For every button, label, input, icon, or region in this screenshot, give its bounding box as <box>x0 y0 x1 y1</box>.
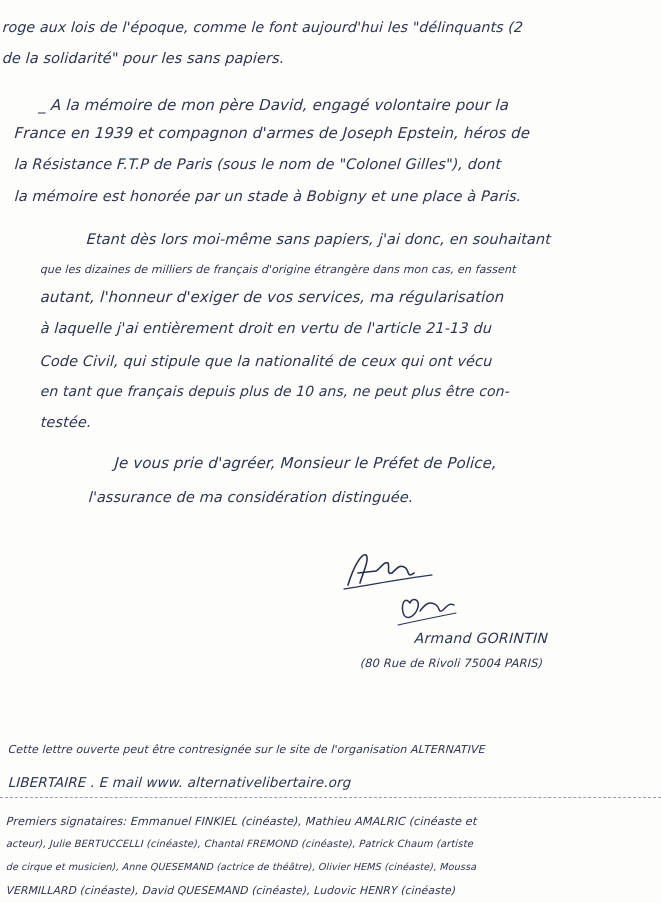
footer-line: LIBERTAIRE . E mail www. alternativelibertaire.org <box>8 775 352 791</box>
signatories-line: Premiers signataires: Emmanuel FINKIEL (cinéaste), Mathieu AMALRIC (cinéaste et <box>6 815 478 828</box>
letter-line: _ A la mémoire de mon père David, engagé volontaire pour la <box>38 96 510 114</box>
letter-line: en tant que français depuis plus de 10 ans, ne peut plus être con- <box>40 384 511 400</box>
signatories-line: VERMILLARD (cinéaste), David QUESEMAND (cinéaste), Ludovic HENRY (cinéaste) <box>6 884 457 897</box>
letter-line: la Résistance F.T.P de Paris (sous le nom de "Colonel Gilles"), dont <box>14 157 502 173</box>
letter-line: testée. <box>40 415 93 431</box>
letter-line: Etant dès lors moi-même sans papiers, j'ai donc, en souhaitant <box>86 232 552 248</box>
footer-line: Cette lettre ouverte peut être contresignée sur le site de l'organisation ALTERNATIVE <box>8 743 487 756</box>
handwritten-signature <box>340 545 460 635</box>
letter-line: Code Civil, qui stipule que la nationalité de ceux qui ont vécu <box>40 354 494 370</box>
signatories-line: acteur), Julie BERTUCCELLI (cinéaste), Chantal FREMOND (cinéaste), Patrick Chaum (artiste <box>6 839 475 850</box>
signatories-line: de cirque et musicien), Anne QUESEMAND (actrice de théâtre), Olivier HEMS (cinéaste), Moussa <box>6 862 478 873</box>
letter-line: roge aux lois de l'époque, comme le font aujourd'hui les "délinquants (2 <box>2 20 524 36</box>
letter-line: autant, l'honneur d'exiger de vos services, ma régularisation <box>40 288 505 306</box>
letter-line: la mémoire est honorée par un stade à Bobigny et une place à Paris. <box>14 189 522 205</box>
letter-line: que les dizaines de milliers de français d'origine étrangère dans mon cas, en fassent <box>40 263 517 276</box>
letter-line: France en 1939 et compagnon d'armes de Joseph Epstein, héros de <box>14 124 531 142</box>
letter-line: l'assurance de ma considération distinguée. <box>88 490 415 506</box>
divider-rule <box>0 797 661 798</box>
signature-name: Armand GORINTIN <box>414 631 549 647</box>
letter-line: de la solidarité" pour les sans papiers. <box>2 51 286 67</box>
signature-address: (80 Rue de Rivoli 75004 PARIS) <box>360 656 544 670</box>
letter-line: à laquelle j'ai entièrement droit en vertu de l'article 21-13 du <box>40 321 493 337</box>
letter-line: Je vous prie d'agréer, Monsieur le Préfet de Police, <box>114 454 498 472</box>
